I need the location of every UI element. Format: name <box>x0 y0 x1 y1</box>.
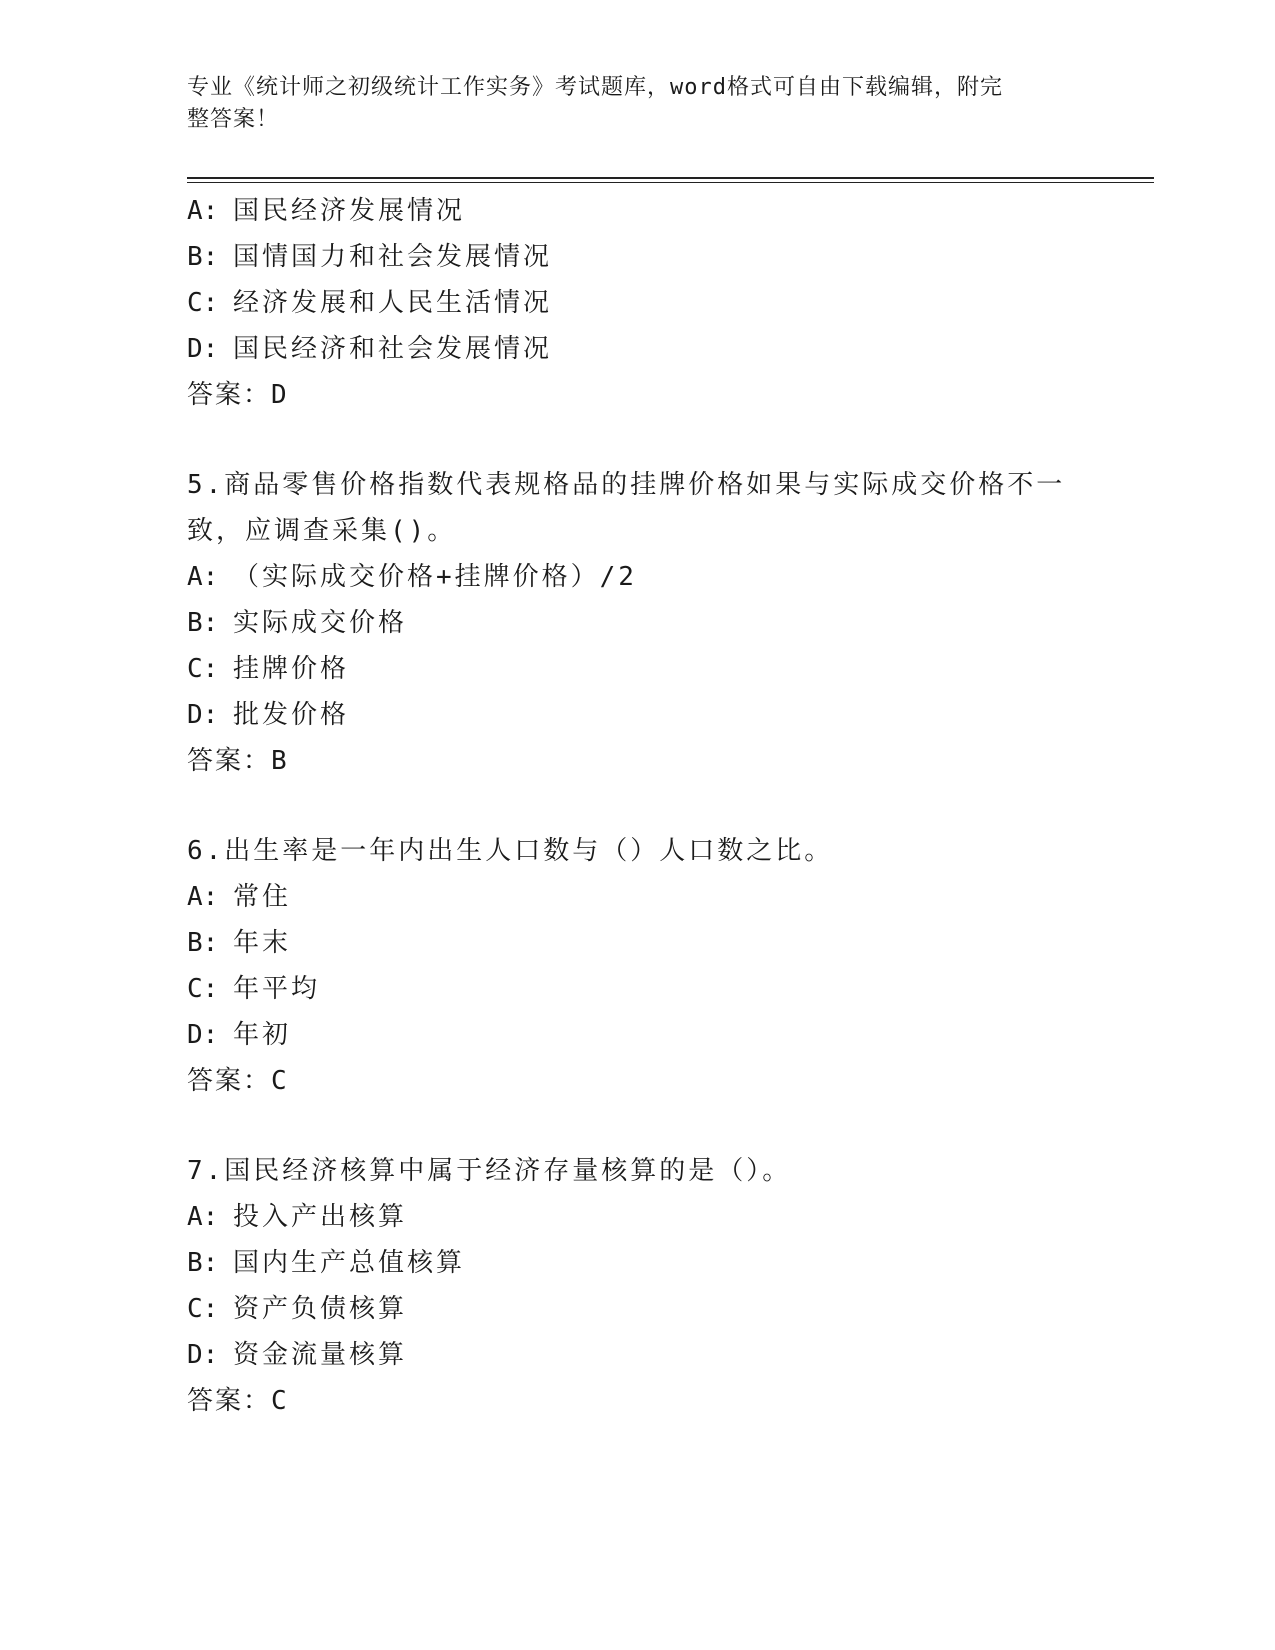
option-letter: A: <box>187 1202 219 1232</box>
option-text: 挂牌价格 <box>233 654 350 684</box>
option-letter: A: <box>187 562 219 592</box>
option-text: 批发价格 <box>233 700 350 730</box>
question-list <box>187 188 1087 1424</box>
answer: 答案：B <box>187 746 289 776</box>
option-b <box>187 234 1087 280</box>
option-c <box>187 1286 1087 1332</box>
option-c <box>187 646 1087 692</box>
question-6 <box>187 828 1087 1104</box>
option-text: 国内生产总值核算 <box>233 1248 466 1278</box>
question-stem-line-1: 7.国民经济核算中属于经济存量核算的是（）。 <box>187 1156 792 1186</box>
option-text: 国情国力和社会发展情况 <box>233 242 553 272</box>
option-d <box>187 692 1087 738</box>
answer: 答案：D <box>187 380 289 410</box>
option-letter: C: <box>187 288 219 318</box>
option-letter: A: <box>187 882 219 912</box>
option-text: 年平均 <box>233 974 321 1004</box>
header-line-1: 专业《统计师之初级统计工作实务》考试题库，word格式可自由下载编辑，附完 <box>187 75 1003 100</box>
option-d <box>187 1012 1087 1058</box>
option-letter: C: <box>187 654 219 684</box>
option-letter: D: <box>187 700 219 730</box>
option-c <box>187 966 1087 1012</box>
option-letter: D: <box>187 334 219 364</box>
option-text: 资金流量核算 <box>233 1340 408 1370</box>
option-letter: D: <box>187 1340 219 1370</box>
question-stem-line-1: 5.商品零售价格指数代表规格品的挂牌价格如果与实际成交价格不一 <box>187 470 1066 500</box>
header-line-2: 整答案！ <box>187 107 280 132</box>
option-b <box>187 600 1087 646</box>
option-letter: B: <box>187 608 219 638</box>
option-text: 常住 <box>233 882 292 912</box>
question-7 <box>187 1148 1087 1424</box>
option-text: 年末 <box>233 928 292 958</box>
option-letter: B: <box>187 1248 219 1278</box>
question-5 <box>187 462 1087 784</box>
document-header <box>187 72 1067 136</box>
option-letter: B: <box>187 242 219 272</box>
option-b <box>187 1240 1087 1286</box>
spacer <box>187 1104 1087 1148</box>
spacer <box>187 784 1087 828</box>
question-stem-line-2: 致，应调查采集()。 <box>187 516 457 546</box>
answer: 答案：C <box>187 1386 289 1416</box>
option-text: （实际成交价格+挂牌价格）/2 <box>233 562 637 592</box>
question-4 <box>187 188 1087 418</box>
option-c <box>187 280 1087 326</box>
option-letter: B: <box>187 928 219 958</box>
option-a <box>187 554 1087 600</box>
option-a <box>187 874 1087 920</box>
option-text: 国民经济发展情况 <box>233 196 466 226</box>
spacer <box>187 418 1087 462</box>
option-a <box>187 188 1087 234</box>
answer: 答案：C <box>187 1066 289 1096</box>
header-divider-thick <box>187 177 1154 179</box>
option-a <box>187 1194 1087 1240</box>
option-letter: D: <box>187 1020 219 1050</box>
option-letter: C: <box>187 974 219 1004</box>
option-letter: A: <box>187 196 219 226</box>
question-stem-line-1: 6.出生率是一年内出生人口数与（）人口数之比。 <box>187 836 834 866</box>
option-text: 资产负债核算 <box>233 1294 408 1324</box>
option-text: 国民经济和社会发展情况 <box>233 334 553 364</box>
option-text: 投入产出核算 <box>233 1202 408 1232</box>
option-text: 实际成交价格 <box>233 608 408 638</box>
option-letter: C: <box>187 1294 219 1324</box>
option-d <box>187 1332 1087 1378</box>
option-text: 经济发展和人民生活情况 <box>233 288 553 318</box>
option-text: 年初 <box>233 1020 292 1050</box>
option-d <box>187 326 1087 372</box>
option-b <box>187 920 1087 966</box>
header-divider-thin <box>187 182 1154 183</box>
